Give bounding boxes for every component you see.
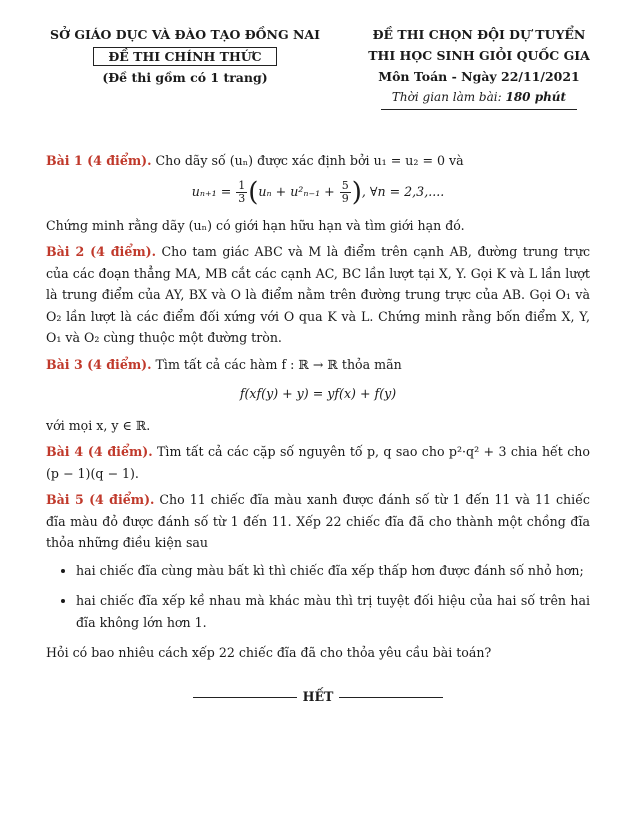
list-item: • hai chiếc đĩa cùng màu bất kì thì chiếc đĩa xếp thấp hơn được đánh số nhỏ hơn; [76,560,590,582]
problem-3-formula: f(xf(y) + y) = yf(x) + f(y) [239,386,397,401]
problem-label: Bài 4 (4 điểm). [46,444,153,459]
problem-5-question: Hỏi có bao nhiêu cách xếp 22 chiếc đĩa đã cho thỏa yêu cầu bài toán? [46,645,492,660]
problem-1-conclusion: Chứng minh rằng dãy (uₙ) có giới hạn hữu hạn và tìm giới hạn đó. [46,217,465,233]
problem-text: Cho tam giác ABC và M là điểm trên cạnh AB, đường trung trực của các đoạn thẳng MA, MB cắt các cạnh AC, BC lần lượt tại X, Y. Gọi K và L lần lượt là trung điểm của AY, BX và O là điểm nằm trên đường trung trực của AB. Gọi O₁ và O₂ lần lượt là các điểm đối xứng với O qua K và L. Chứng minh rằng bốn điểm X, Y, O₁ và O₂ cùng thuộc một đường tròn. [46,244,590,345]
header-left [50,24,320,88]
problem-label: Bài 1 (4 điểm). [46,153,152,168]
condition-list [46,560,590,634]
problem-label: Bài 3 (4 điểm). [46,356,152,372]
problem-text: Cho dãy số (uₙ) được xác định bởi u₁ = u₂ = 0 và [155,153,464,168]
problem-text: Tìm tất cả các cặp số nguyên tố p, q sao cho p²·q² + 3 chia hết cho (p − 1)(q − 1). [46,444,590,481]
page-count-note: (Đề thi gồm có 1 trang) [102,70,268,85]
end-label: HẾT [302,688,334,704]
exam-title: ĐỀ THI CHỌN ĐỘI DỰ TUYỂN [372,27,586,42]
problem-text: Cho 11 chiếc đĩa màu xanh được đánh số từ 1 đến 11 và 11 chiếc đĩa màu đỏ được đánh số từ 1 đến 11. Xếp 22 chiếc đĩa đã cho thành một chồng đĩa thỏa những điều kiện sau [46,492,590,550]
problem-2 [46,241,590,349]
subject-date: Môn Toán - Ngày 22/11/2021 [378,69,580,84]
problem-3-conclusion: với mọi x, y ∈ ℝ. [46,417,151,433]
department-name: SỞ GIÁO DỤC VÀ ĐÀO TẠO ĐỒNG NAI [50,27,320,42]
list-item: • hai chiếc đĩa xếp kề nhau mà khác màu thì trị tuyệt đối hiệu của hai số trên hai đĩa không lớn hơn 1. [76,590,590,633]
divider-left [193,697,297,698]
exam-subtitle: THI HỌC SINH GIỎI QUỐC GIA [368,48,590,63]
problem-label: Bài 2 (4 điểm). [46,244,157,259]
problem-label: Bài 5 (4 điểm). [46,492,155,507]
problem-4 [46,441,590,484]
fraction-five-ninths: $\frac{5}{9}$ [341,178,349,205]
time-limit: Thời gian làm bài: 180 phút [381,87,577,110]
problem-1-formula: uₙ₊₁ = $\frac{1}{3}$ (uₙ + u²ₙ₋₁ + $\frac{5}{9}$ ), ∀n = 2,3,.... [191,177,445,207]
end-marker [46,686,590,708]
problem-1 [46,150,590,172]
problem-3 [46,354,590,376]
official-exam-badge: ĐỀ THI CHÍNH THỨC [93,47,276,66]
time-value: 180 phút [505,90,567,104]
fraction-one-third: $\frac{1}{3}$ [238,178,246,205]
header-right [368,24,590,110]
divider-right [339,697,443,698]
problem-5 [46,489,590,554]
exam-body [46,150,590,707]
problem-text: Tìm tất cả các hàm f : ℝ → ℝ thỏa mãn [155,356,402,372]
